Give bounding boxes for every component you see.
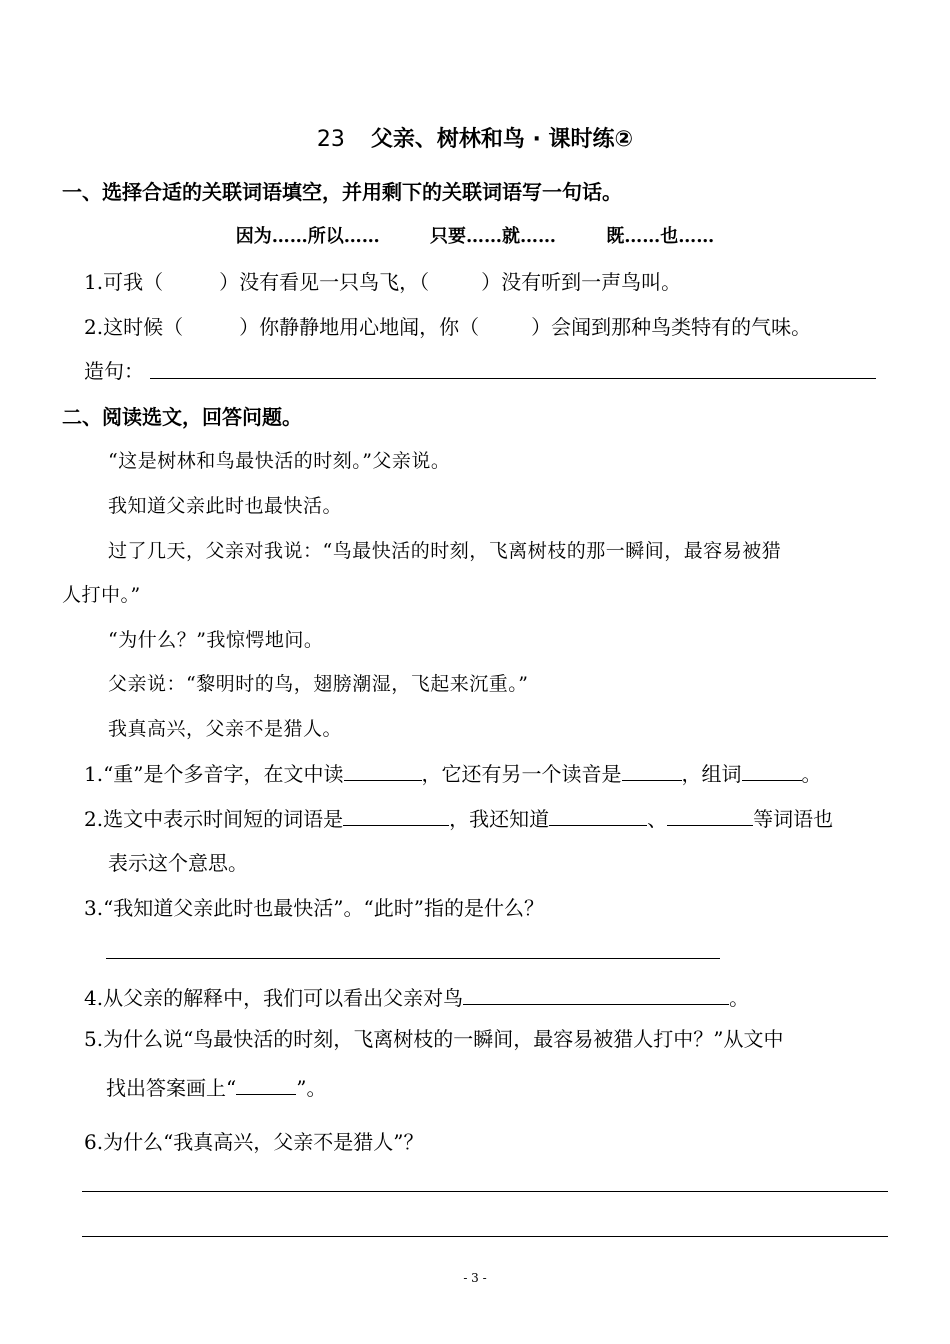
answer-line[interactable]	[82, 1191, 888, 1192]
option-3: 既……也……	[606, 226, 715, 247]
answer-blank[interactable]	[742, 762, 802, 781]
answer-blank[interactable]	[549, 807, 647, 826]
lesson-number: 23	[316, 127, 345, 152]
lesson-title: 父亲、树林和鸟 · 课时练②	[370, 127, 634, 152]
s2-question-5-cont: 找出答案画上“ ”。	[106, 1076, 327, 1100]
answer-line[interactable]	[106, 958, 720, 959]
s2-question-1: 1.“重”是个多音字，在文中读 ，它还有另一个读音是 ，组词 。	[84, 762, 822, 786]
page-number: - 3 -	[463, 1271, 487, 1285]
answer-blank[interactable]	[667, 807, 753, 826]
s2-question-4: 4.从父亲的解释中，我们可以看出父亲对鸟 。	[84, 986, 750, 1010]
option-2: 只要……就……	[430, 226, 556, 247]
passage-line: 我知道父亲此时也最快活。	[108, 495, 343, 517]
sentence-answer-line[interactable]	[150, 378, 876, 379]
answer-blank[interactable]	[463, 986, 729, 1005]
passage-line: “为什么？”我惊愕地问。	[108, 629, 324, 651]
passage-line: 父亲说：“黎明时的鸟，翅膀潮湿，飞起来沉重。”	[108, 673, 529, 695]
passage-line: “这是树林和鸟最快活的时刻。”父亲说。	[108, 450, 451, 472]
page-title	[0, 122, 950, 153]
answer-blank[interactable]	[344, 762, 422, 781]
sentence-label: 造句：	[84, 359, 144, 383]
conjunction-options	[0, 222, 950, 248]
passage-line: 人打中。”	[62, 584, 141, 606]
s2-question-2: 2.选文中表示时间短的词语是 ，我还知道 、 等词语也	[84, 807, 834, 831]
answer-blank[interactable]	[343, 807, 449, 826]
s2-question-6: 6.为什么“我真高兴，父亲不是猎人”？	[84, 1130, 424, 1154]
s2-question-2-cont: 表示这个意思。	[108, 851, 248, 875]
answer-blank[interactable]	[622, 762, 682, 781]
s2-question-5: 5.为什么说“鸟最快活的时刻，飞离树枝的一瞬间，最容易被猎人打中？”从文中	[84, 1027, 784, 1051]
answer-line[interactable]	[82, 1236, 888, 1237]
s1-question-1: 1.可我（ ）没有看见一只鸟飞，（ ）没有听到一声鸟叫。	[84, 270, 682, 294]
s2-question-3: 3.“我知道父亲此时也最快活”。“此时”指的是什么？	[84, 896, 544, 920]
passage-line: 我真高兴，父亲不是猎人。	[108, 718, 343, 740]
section1-heading: 一、选择合适的关联词语填空，并用剩下的关联词语写一句话。	[62, 180, 622, 204]
s1-question-2: 2.这时候（ ）你静静地用心地闻，你（ ）会闻到那种鸟类特有的气味。	[84, 315, 812, 339]
answer-blank[interactable]	[236, 1076, 296, 1095]
option-1: 因为……所以……	[235, 226, 380, 247]
passage-line: 过了几天，父亲对我说：“鸟最快活的时刻，飞离树枝的那一瞬间，最容易被猎	[108, 540, 782, 562]
section2-heading: 二、阅读选文，回答问题。	[62, 405, 302, 429]
